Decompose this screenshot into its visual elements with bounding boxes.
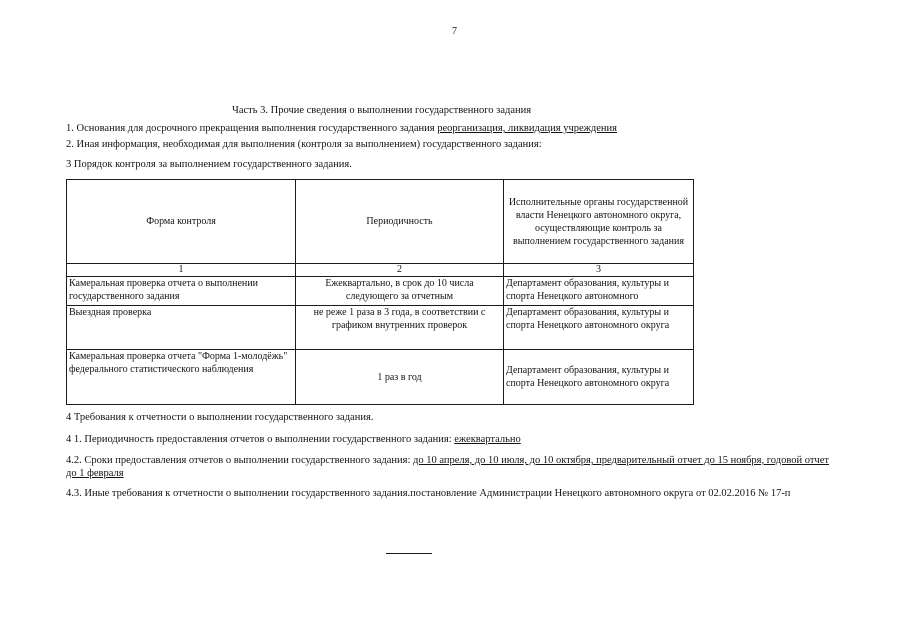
header-form: Форма контроля: [67, 180, 296, 264]
table-row: [67, 277, 694, 306]
row-form: Камеральная проверка отчета "Форма 1-молодёжь" федерального статистического наблюдения: [67, 350, 296, 405]
section-4-2-label: 4.2. Сроки предоставления отчетов о выполнении государственного задания:: [66, 455, 411, 466]
section-4-2-value: до 10 апреля, до 10 июля, до 10 октября, предварительный отчет до 15 ноября, годовой отчет до 1 февраля: [66, 455, 829, 479]
column-number: 3: [504, 264, 694, 277]
table-row: [67, 306, 694, 350]
table-row: [67, 350, 694, 405]
section-2: 2. Иная информация, необходимая для выполнения (контроля за выполнением) государственного задания:: [66, 139, 542, 150]
section-4: 4 Требования к отчетности о выполнении государственного задания.: [66, 412, 374, 423]
section-1-value: реорганизация, ликвидация учреждения: [437, 123, 617, 134]
header-authority: Исполнительные органы государственной власти Ненецкого автономного округа, осуществляющие контроль за выполнением государственного задания: [504, 180, 694, 264]
column-number: 2: [296, 264, 504, 277]
row-period: 1 раз в год: [296, 350, 504, 405]
row-authority: Департамент образования, культуры и спорта Ненецкого автономного округа: [504, 306, 694, 350]
section-1-label: 1. Основания для досрочного прекращения выполнения государственного задания: [66, 123, 435, 134]
section-3: 3 Порядок контроля за выполнением государственного задания.: [66, 159, 352, 170]
section-1: [66, 123, 617, 134]
row-authority: Департамент образования, культуры и спорта Ненецкого автономного округа: [504, 350, 694, 405]
column-number: 1: [67, 264, 296, 277]
section-4-3: 4.3. Иные требования к отчетности о выполнении государственного задания.постановление Администрации Ненецкого автономного округа от 02.02.2016 № 17-п: [66, 488, 791, 499]
header-period: Периодичность: [296, 180, 504, 264]
row-period: Ежеквартально, в срок до 10 числа следующего за отчетным: [296, 277, 504, 306]
table-number-row: [67, 264, 694, 277]
row-form: Камеральная проверка отчета о выполнении государственного задания: [67, 277, 296, 306]
row-form: Выездная проверка: [67, 306, 296, 350]
row-authority: Департамент образования, культуры и спорта Ненецкого автономного: [504, 277, 694, 306]
table-header-row: [67, 180, 694, 264]
section-4-2: [66, 454, 836, 480]
row-period: не реже 1 раза в 3 года, в соответствии с графиком внутренних проверок: [296, 306, 504, 350]
section-4-1-value: ежеквартально: [454, 434, 521, 445]
section-4-1: [66, 434, 521, 445]
part-title: Часть 3. Прочие сведения о выполнении государственного задания: [232, 105, 532, 116]
page-number: 7: [452, 26, 457, 37]
footer-divider: [386, 553, 432, 554]
section-4-1-label: 4 1. Периодичность предоставления отчетов о выполнении государственного задания:: [66, 434, 452, 445]
control-table: [66, 179, 694, 405]
